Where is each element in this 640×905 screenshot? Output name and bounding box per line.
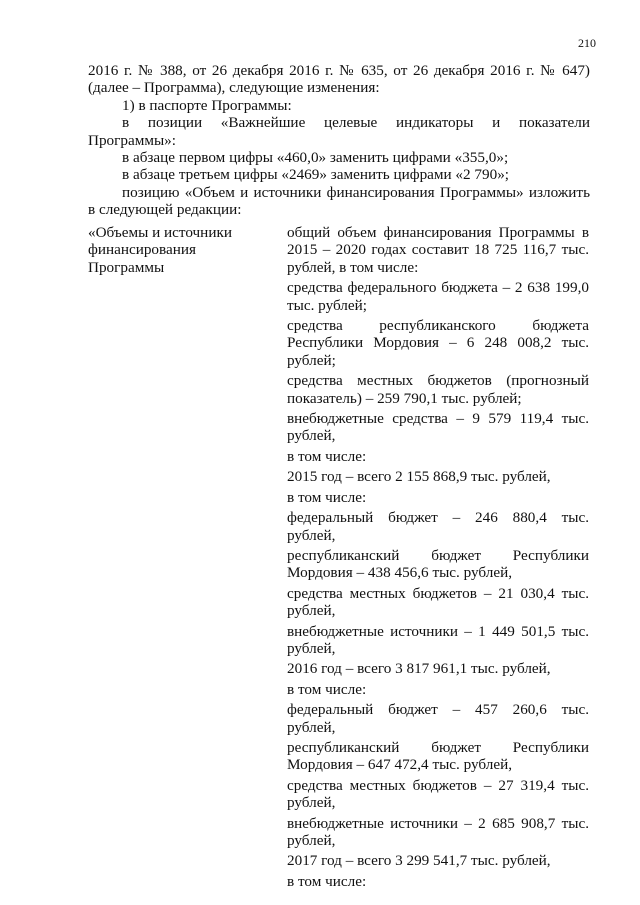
intro-line: Программы»:: [88, 131, 176, 149]
intro-line: в следующей редакции:: [88, 201, 242, 219]
table-detail-cell: [287, 224, 589, 890]
detail-line: средства местных бюджетов – 21 030,4 тыс.: [287, 584, 589, 602]
intro-text: [88, 62, 590, 219]
detail-line: тыс. рублей;: [287, 296, 367, 314]
detail-line: рублей,: [287, 639, 336, 657]
detail-line: рублей,: [287, 427, 336, 445]
detail-line: рублей;: [287, 351, 336, 369]
table-param-cell: [88, 224, 258, 276]
detail-line: 2015 – 2020 годах составит 18 725 116,7 тыс.: [287, 241, 589, 259]
detail-line: средства республиканского бюджета: [287, 317, 589, 335]
param-label-line: «Объемы и источники: [88, 224, 232, 241]
param-label-line: финансирования: [88, 241, 196, 259]
detail-line: рублей, в том числе:: [287, 258, 419, 276]
detail-line: республиканский бюджет Республики: [287, 738, 589, 756]
detail-line: Мордовия – 647 472,4 тыс. рублей,: [287, 756, 513, 774]
detail-line: средства местных бюджетов (прогнозный: [287, 372, 589, 390]
detail-line: рублей,: [287, 832, 336, 849]
detail-line: в том числе:: [287, 447, 367, 465]
detail-line: федеральный бюджет – 246 880,4 тыс.: [287, 509, 589, 527]
detail-line: Республики Мордовия – 6 248 008,2 тыс.: [287, 334, 589, 352]
detail-line: внебюджетные источники – 2 685 908,7 тыс.: [287, 814, 589, 832]
detail-line: 2016 год – всего 3 817 961,1 тыс. рублей,: [287, 660, 551, 678]
detail-line: внебюджетные источники – 1 449 501,5 тыс.: [287, 622, 589, 640]
detail-line: в том числе:: [287, 680, 367, 698]
detail-line: федеральный бюджет – 457 260,6 тыс.: [287, 701, 589, 719]
intro-line: в абзаце третьем цифры «2469» заменить цифрами «2 790»;: [122, 166, 510, 184]
detail-line: рублей,: [287, 602, 336, 620]
detail-line: рублей,: [287, 794, 336, 812]
intro-line: позицию «Объем и источники финансирования Программы» изложить: [122, 183, 590, 201]
detail-line: рублей,: [287, 718, 336, 736]
detail-line: республиканский бюджет Республики: [287, 546, 589, 564]
detail-line: средства местных бюджетов – 27 319,4 тыс.: [287, 776, 589, 794]
detail-line: 2017 год – всего 3 299 541,7 тыс. рублей,: [287, 852, 551, 870]
param-label-line: Программы: [88, 258, 165, 276]
detail-line: внебюджетные средства – 9 579 119,4 тыс.: [287, 410, 589, 428]
intro-line: 1) в паспорте Программы:: [122, 96, 292, 114]
detail-line: рублей,: [287, 526, 336, 544]
detail-line: 2015 год – всего 2 155 868,9 тыс. рублей,: [287, 468, 551, 486]
detail-line: Мордовия – 438 456,6 тыс. рублей,: [287, 564, 513, 582]
detail-line: в том числе:: [287, 872, 367, 890]
intro-line: в позиции «Важнейшие целевые индикаторы и показатели: [122, 114, 590, 132]
page-number: 210: [578, 36, 596, 50]
intro-line: (далее – Программа), следующие изменения:: [88, 79, 380, 97]
intro-line: 2016 г. № 388, от 26 декабря 2016 г. № 635, от 26 декабря 2016 г. № 647): [88, 62, 590, 79]
detail-line: показатель) – 259 790,1 тыс. рублей;: [287, 389, 522, 407]
detail-line: в том числе:: [287, 488, 367, 506]
detail-line: средства федерального бюджета – 2 638 199,0: [287, 279, 589, 297]
intro-line: в абзаце первом цифры «460,0» заменить цифрами «355,0»;: [122, 149, 509, 167]
detail-line: общий объем финансирования Программы в: [287, 224, 589, 241]
